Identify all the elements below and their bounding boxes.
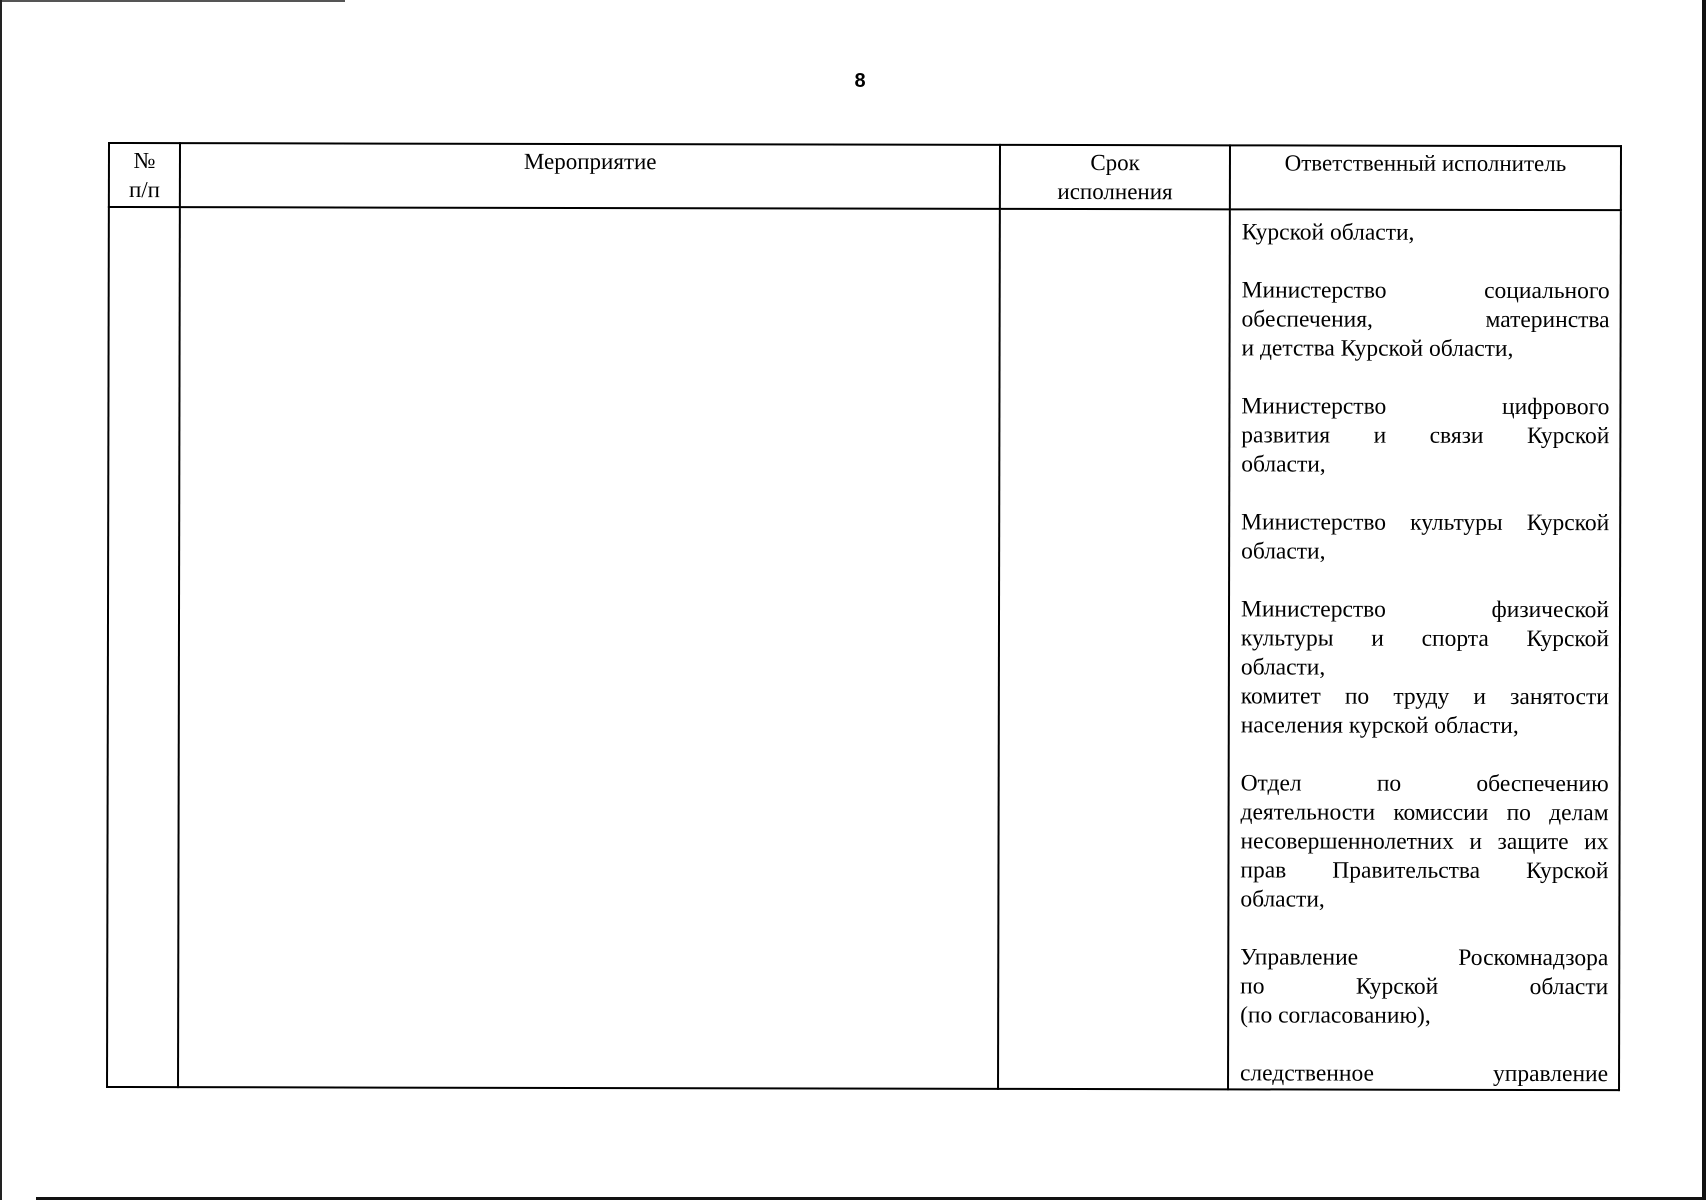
- header-num-line-1: №: [133, 148, 156, 174]
- activities-table: [106, 142, 1622, 1091]
- responsible-line: Отдел по обеспечению: [1240, 770, 1609, 798]
- responsible-line: области,: [1241, 538, 1326, 565]
- responsible-line: Управление Роскомнадзора: [1240, 944, 1609, 972]
- responsible-line: и детства Курской области,: [1241, 335, 1514, 362]
- responsible-line: населения курской области,: [1240, 712, 1519, 739]
- responsible-line: Министерство цифрового: [1241, 393, 1610, 421]
- table-header-row: [109, 143, 1621, 210]
- responsible-block: [1240, 943, 1608, 1031]
- responsible-line: прав Правительства Курской: [1240, 857, 1609, 885]
- table-row: [107, 207, 1621, 1090]
- header-num-line-2: п/п: [128, 177, 161, 203]
- responsible-block: [1240, 1059, 1608, 1089]
- responsible-block: [1241, 682, 1609, 741]
- responsible-line: области,: [1241, 451, 1326, 478]
- responsible-line: развития и связи Курской: [1241, 422, 1610, 450]
- header-term-line-1: Срок: [1090, 150, 1140, 176]
- responsible-block: [1241, 508, 1609, 567]
- responsible-block: [1241, 392, 1609, 480]
- cell-term: [998, 209, 1229, 1089]
- responsible-line: культуры и спорта Курской: [1240, 625, 1609, 653]
- responsible-line: следственное управление: [1239, 1060, 1609, 1088]
- cell-responsible: [1228, 209, 1621, 1090]
- responsible-line: обеспечения, материнства: [1241, 306, 1610, 334]
- responsible-block: [1241, 276, 1609, 364]
- page-number: 8: [854, 70, 866, 92]
- responsible-line: Министерство культуры Курской: [1241, 509, 1610, 537]
- header-event: Мероприятие: [180, 143, 1000, 209]
- header-num: [109, 143, 180, 207]
- responsible-block: [1241, 595, 1609, 683]
- responsible-line: области,: [1240, 654, 1326, 681]
- responsible-block: [1242, 218, 1610, 248]
- responsible-line: Курской области,: [1241, 219, 1415, 246]
- responsible-line: (по согласованию),: [1240, 1002, 1431, 1029]
- responsible-block: [1240, 769, 1608, 915]
- scan-edge-right: [1702, 0, 1706, 1200]
- responsible-line: комитет по труду и занятости: [1240, 683, 1609, 711]
- cell-num: [107, 207, 180, 1087]
- header-term-line-2: исполнения: [1057, 178, 1173, 205]
- cell-event: [178, 207, 1000, 1089]
- scan-edge-top: [0, 0, 345, 2]
- header-term: [1000, 145, 1230, 209]
- scan-edge-left: [0, 0, 2, 1200]
- header-responsible: Ответственный исполнитель: [1230, 145, 1621, 210]
- responsible-line: Министерство физической: [1240, 596, 1610, 624]
- responsible-line: области,: [1240, 886, 1325, 913]
- responsible-line: по Курской области: [1240, 973, 1609, 1001]
- responsible-line: несовершеннолетних и защите их: [1240, 828, 1609, 856]
- responsible-line: деятельности комиссии по делам: [1240, 799, 1609, 827]
- responsible-line: Министерство социального: [1241, 277, 1610, 305]
